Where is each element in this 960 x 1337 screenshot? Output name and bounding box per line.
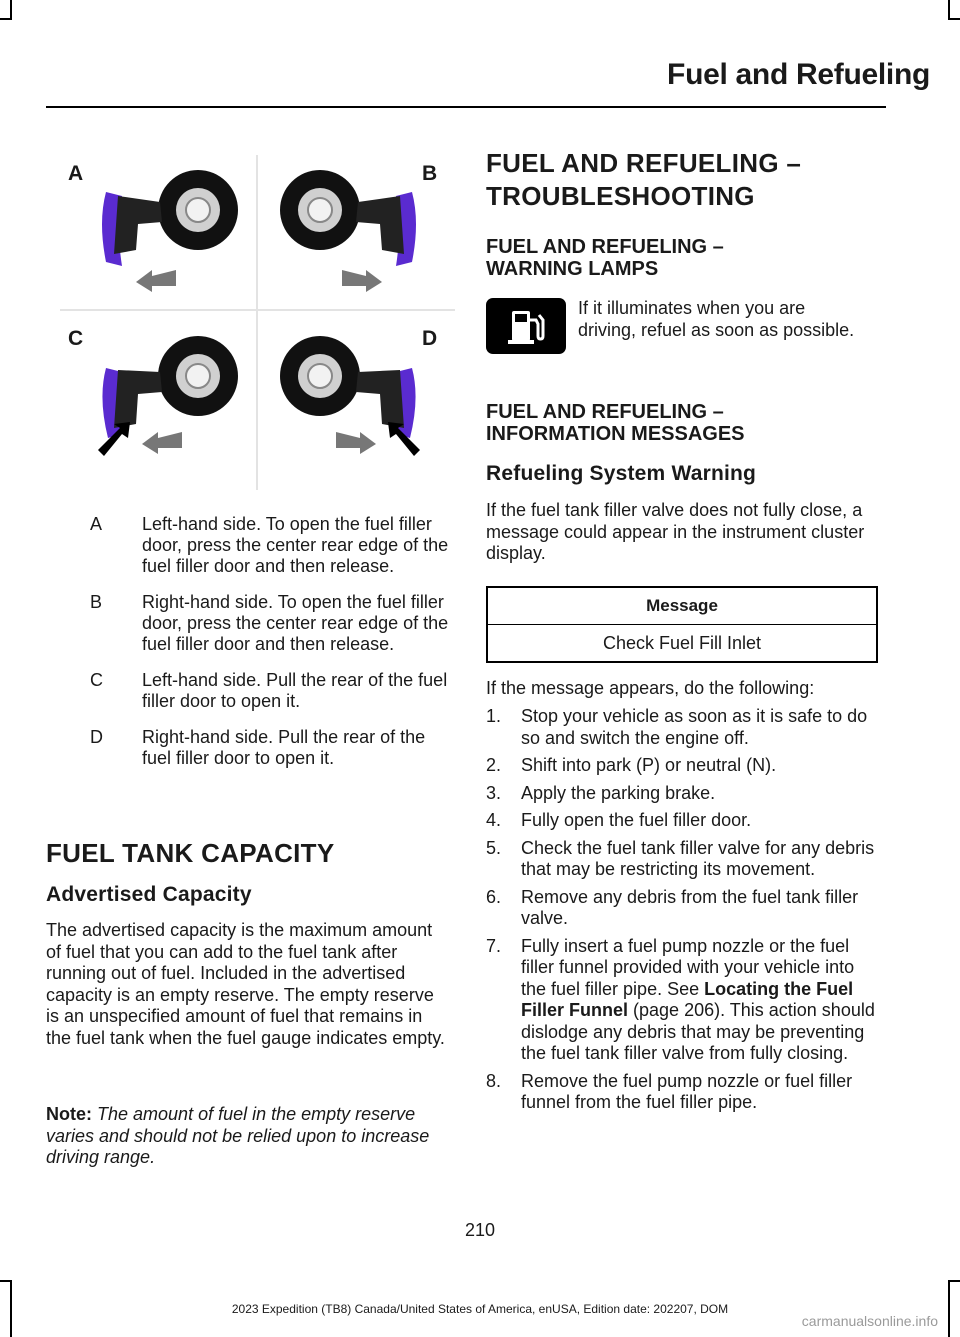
fuel-door-right-pull-image [272, 328, 422, 458]
fuel-door-right-press-image [272, 162, 422, 292]
legend-row [90, 670, 450, 712]
steps-intro: If the message appears, do the following: [486, 678, 815, 698]
list-item [486, 838, 882, 881]
figure-label-b: B [422, 162, 438, 185]
legend-key: D [90, 727, 103, 747]
crop-mark [0, 18, 12, 20]
message-table [486, 586, 878, 663]
troubleshooting-heading-line2: TROUBLESHOOTING [486, 181, 755, 211]
figure-label-a: A [68, 162, 84, 185]
list-item [486, 936, 882, 1065]
crop-mark [0, 1280, 12, 1282]
step-text: Stop your vehicle as soon as it is safe to do so and switch the engine off. [521, 706, 868, 748]
information-messages-heading-line2: INFORMATION MESSAGES [486, 423, 745, 445]
step-number: 2. [486, 755, 502, 775]
step-number: 4. [486, 810, 502, 830]
filler-funnel-link[interactable]: Locating the Fuel Filler Funnel [521, 978, 854, 1020]
capacity-body: The advertised capacity is the maximum amount of fuel that you can add to the fuel tank after running out of fuel. Included in the advertised capacity is an empty reserve. The empty reserve is an unspecified amount of fuel that remains in the fuel tank when the fuel gauge indicates empty. [46, 920, 445, 1048]
legend-row [90, 514, 450, 577]
fuel-door-figure [60, 150, 455, 495]
step-text: Apply the parking brake. [521, 782, 716, 803]
message-table-header-row [487, 587, 877, 625]
steps-list [486, 706, 882, 1120]
list-item [486, 706, 882, 749]
watermark: carmanualsonline.info [801, 1313, 938, 1329]
list-item [486, 810, 882, 832]
figure-label-d: D [422, 327, 438, 350]
crop-mark [948, 1280, 960, 1282]
information-messages-heading [486, 401, 881, 445]
table-row [487, 625, 877, 663]
step-number: 1. [486, 706, 502, 726]
information-messages-heading-line1: FUEL AND REFUELING – [486, 401, 724, 423]
list-item [486, 783, 882, 805]
step-text: Shift into park (P) or neutral (N). [521, 755, 777, 775]
header-divider [46, 106, 886, 108]
fuel-door-left-pull-image [96, 328, 246, 458]
legend-text: Left-hand side. Pull the rear of the fuel filler door to open it. [142, 670, 448, 711]
step-text: Remove the fuel pump nozzle or fuel filler funnel from the fuel filler pipe. [521, 1070, 853, 1112]
step-number: 5. [486, 837, 502, 858]
page-number: 210 [464, 1220, 496, 1240]
warning-lamps-heading [486, 236, 881, 280]
warning-lamps-heading-line1: FUEL AND REFUELING – [486, 236, 724, 258]
fuel-pump-icon [486, 298, 566, 354]
legend-text: Right-hand side. To open the fuel filler door, press the center rear edge of the fuel filler door and then release. [142, 592, 449, 654]
legend-text: Right-hand side. Pull the rear of the fuel filler door to open it. [142, 727, 426, 768]
legend-key: C [90, 670, 103, 690]
crop-mark [948, 0, 950, 20]
list-item [486, 1071, 882, 1114]
step-text [521, 936, 882, 1065]
legend-key: B [90, 592, 103, 612]
note-text: The amount of fuel in the empty reserve varies and should not be relied upon to increase driving range. [46, 1104, 430, 1167]
figure-legend [90, 514, 450, 784]
step-number: 7. [486, 935, 502, 956]
troubleshooting-heading [486, 148, 881, 212]
crop-mark [10, 0, 12, 20]
message-table-cell: Check Fuel Fill Inlet [487, 625, 877, 663]
edition-footer: 2023 Expedition (TB8) Canada/United States of America, enUSA, Edition date: 202207, DOM [231, 1302, 729, 1316]
step-text: Check the fuel tank filler valve for any debris that may be restricting its movement. [521, 837, 875, 879]
refueling-warning-body: If the fuel tank filler valve does not fully close, a message could appear in the instrument cluster display. [486, 500, 865, 563]
warning-lamps-heading-line2: WARNING LAMPS [486, 258, 659, 280]
list-item [486, 755, 882, 777]
fuel-pump-icon-glyph [486, 298, 566, 354]
capacity-heading: FUEL TANK CAPACITY [46, 838, 335, 868]
message-table-header: Message [487, 587, 877, 625]
step-text-before: Fully insert a fuel pump nozzle or the fuel filler funnel provided with your vehicle into the fuel filler pipe. See [521, 935, 855, 999]
figure-label-c: C [68, 327, 84, 350]
step-number: 6. [486, 886, 502, 907]
step-number: 8. [486, 1070, 502, 1091]
capacity-subheading: Advertised Capacity [46, 883, 252, 906]
capacity-note [46, 1104, 448, 1169]
fuel-door-left-press-image [96, 162, 246, 292]
legend-row [90, 727, 450, 769]
refueling-warning-subheading: Refueling System Warning [486, 462, 757, 485]
warning-lamp-text: If it illuminates when you are driving, refuel as soon as possible. [578, 298, 855, 340]
page-title: Fuel and Refueling [667, 58, 930, 91]
list-item [486, 887, 882, 930]
crop-mark [948, 18, 960, 20]
step-text-after: (page 206). This action should dislodge any debris that may be preventing the fuel tank filler valve from fully closing. [521, 1000, 875, 1063]
troubleshooting-heading-line1: FUEL AND REFUELING – [486, 148, 802, 178]
step-number: 3. [486, 782, 502, 803]
legend-key: A [90, 514, 103, 534]
note-label: Note: [46, 1104, 92, 1124]
step-text: Fully open the fuel filler door. [521, 810, 752, 830]
legend-text: Left-hand side. To open the fuel filler door, press the center rear edge of the fuel filler door and then release. [142, 514, 449, 576]
step-text: Remove any debris from the fuel tank filler valve. [521, 886, 859, 928]
legend-row [90, 592, 450, 655]
